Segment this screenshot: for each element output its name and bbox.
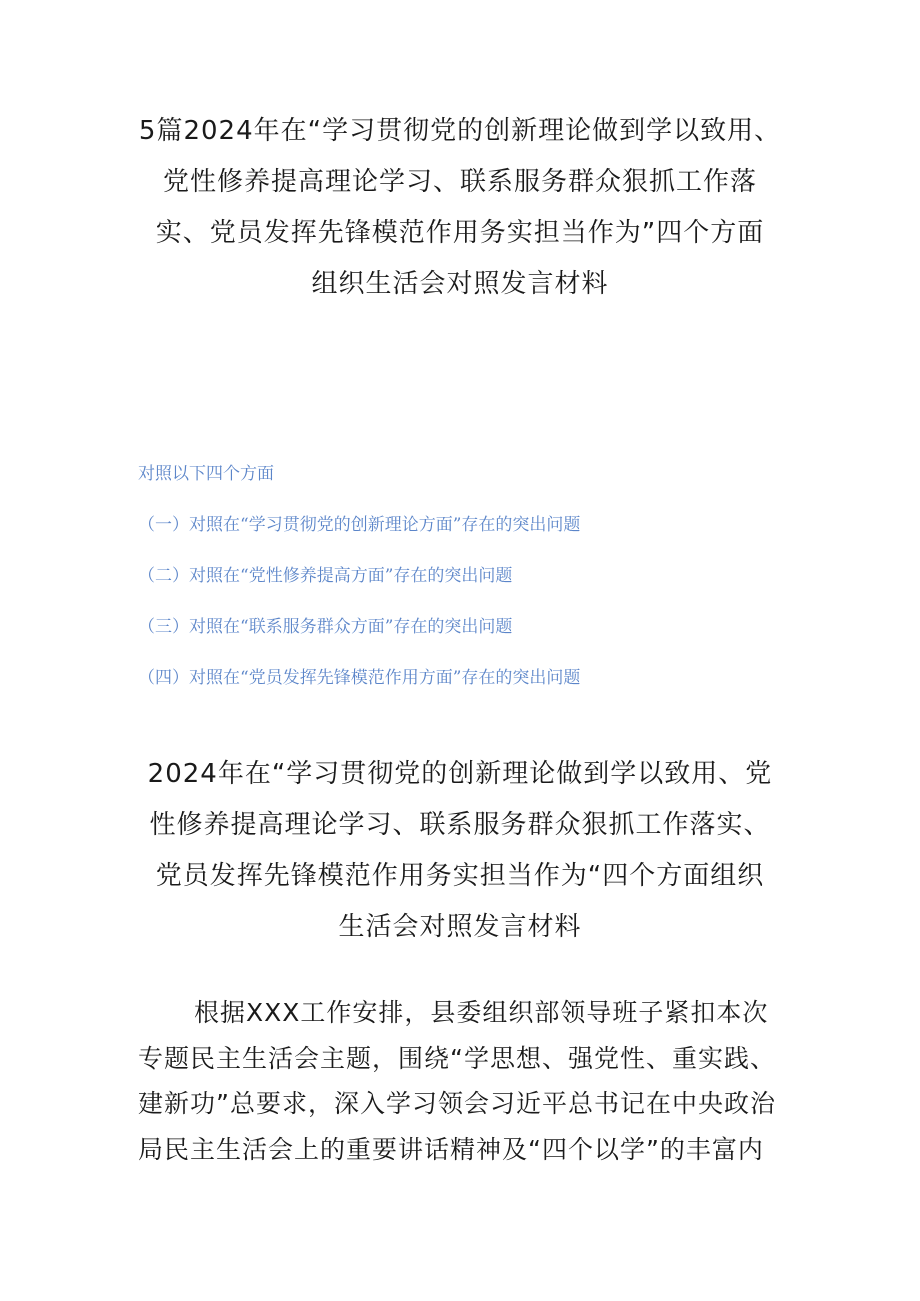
body-line: 局民主生活会上的重要讲话精神及“四个以学”的丰富内 [138,1134,764,1164]
section-title-line: 党员发挥先锋模范作用务实担当作为“四个方面组织 [155,861,765,891]
document-title [120,106,800,310]
title-line: 5篇2024年在“学习贯彻党的创新理论做到学以致用、 [138,116,782,146]
table-of-contents [138,459,838,714]
section-title-line: 性修养提高理论学习、联系服务群众狠抓工作落实、 [149,810,771,840]
body-line: 根据XXX工作安排，县委组织部领导班子紧扣本次 [194,998,769,1027]
title-line: 党性修养提高理论学习、联系服务群众狠抓工作落 [162,167,757,197]
toc-item-2[interactable]: （二）对照在“党性修养提高方面”存在的突出问题 [138,566,513,586]
section-title-line: 2024年在“学习贯彻党的创新理论做到学以致用、党 [147,759,773,789]
body-line: 专题民主生活会主题，围绕“学思想、强党性、重实践、 [138,1043,776,1073]
title-line: 实、党员发挥先锋模范作用务实担当作为”四个方面 [155,218,765,248]
body-paragraph [138,990,808,1172]
toc-item-3[interactable]: （三）对照在“联系服务群众方面”存在的突出问题 [138,617,513,637]
toc-item-1[interactable]: （一）对照在“学习贯彻党的创新理论方面”存在的突出问题 [138,515,581,535]
body-line: 建新功”总要求，深入学习领会习近平总书记在中央政治 [138,1089,776,1118]
toc-item-4[interactable]: （四）对照在“党员发挥先锋模范作用方面”存在的突出问题 [138,668,581,688]
section-title-line: 生活会对照发言材料 [338,912,582,942]
toc-heading: 对照以下四个方面 [138,464,274,484]
title-line: 组织生活会对照发言材料 [311,269,609,299]
section-title [120,749,800,953]
